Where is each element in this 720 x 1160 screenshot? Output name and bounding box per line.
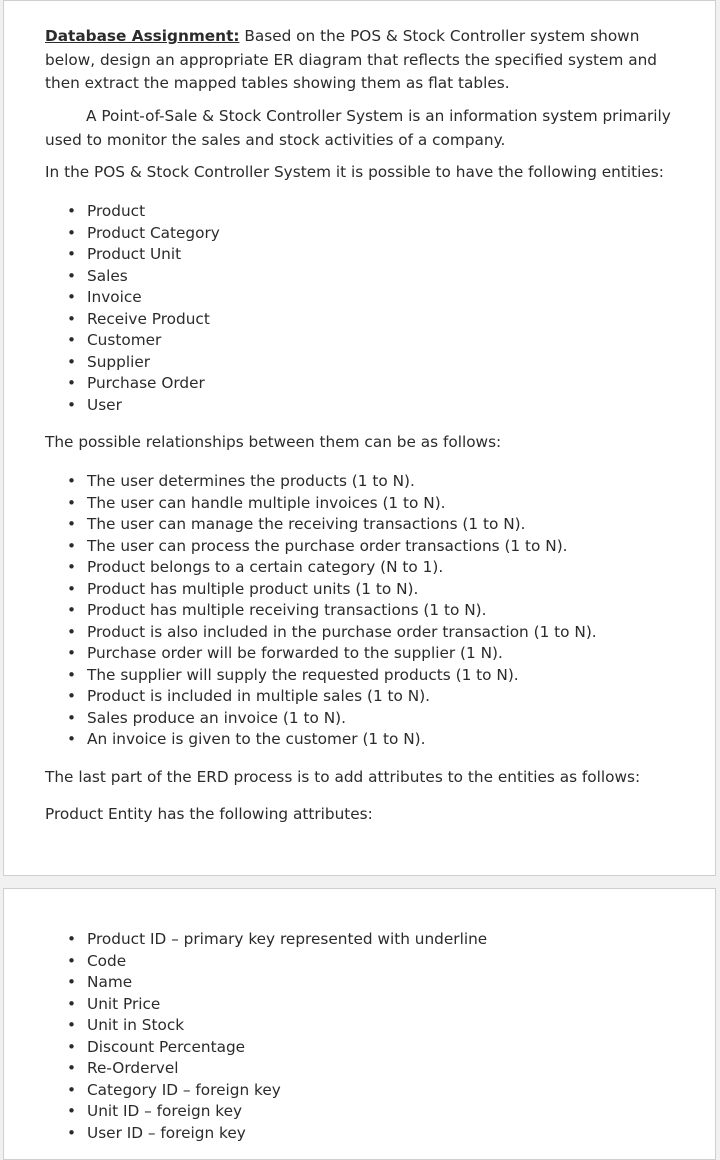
product-attributes-intro: Product Entity has the following attributes: (45, 805, 373, 823)
bullet-icon: • (67, 288, 77, 306)
list-item-text: Supplier (87, 352, 151, 371)
bullet-icon: • (67, 266, 77, 285)
bullet-icon: • (67, 202, 77, 220)
list-item-text: Receive Product (87, 309, 210, 328)
bullet-icon: • (67, 1016, 77, 1034)
list-item-text: Code (87, 951, 127, 970)
bullet-icon: • (67, 708, 77, 727)
entities-intro: In the POS & Stock Controller System it is possible to have the following entities: (45, 163, 664, 181)
bullet-icon: • (67, 536, 77, 555)
bullet-icon: • (67, 515, 77, 533)
attributes-card (3, 888, 716, 1160)
bullet-icon: • (67, 493, 77, 512)
list-item (45, 665, 597, 687)
bullet-icon: • (67, 395, 77, 414)
intro-paragraph (45, 25, 685, 96)
list-item-text: Category ID – foreign key (87, 1080, 281, 1099)
list-item (45, 729, 597, 751)
list-item (45, 309, 220, 331)
list-item-text: Product Category (87, 223, 220, 242)
list-item (45, 579, 597, 601)
list-item-text: Product has multiple product units (1 to N). (87, 579, 419, 598)
list-item-text: User ID – foreign key (87, 1123, 246, 1142)
list-item-text: Product is also included in the purchase order transaction (1 to N). (87, 622, 597, 641)
bullet-icon: • (67, 730, 77, 748)
list-item (45, 244, 220, 266)
list-item-text: An invoice is given to the customer (1 to N). (87, 730, 426, 748)
relationships-intro: The possible relationships between them can be as follows: (45, 433, 502, 451)
description-paragraph: A Point-of-Sale & Stock Controller System is an information system primarily used to monitor the sales and stock activities of a company. (45, 107, 671, 149)
bullet-icon: • (67, 352, 77, 371)
list-item-text: Purchase Order (87, 374, 205, 392)
bullet-icon: • (67, 579, 77, 598)
list-item-text: The user can manage the receiving transactions (1 to N). (87, 515, 526, 533)
list-item-text: The user can process the purchase order transactions (1 to N). (87, 536, 568, 555)
bullet-icon: • (67, 601, 77, 619)
list-item-text: The user determines the products (1 to N). (87, 472, 415, 490)
list-item-text: Name (87, 973, 133, 991)
bullet-icon: • (67, 1102, 77, 1120)
list-item-text: Product is included in multiple sales (1 to N). (87, 687, 431, 705)
list-item (45, 951, 487, 973)
list-item-text: Customer (87, 331, 162, 349)
list-item (45, 352, 220, 374)
list-item-text: Unit in Stock (87, 1016, 185, 1034)
list-item (45, 600, 597, 622)
relationships-list (45, 471, 597, 751)
list-item (45, 395, 220, 417)
bullet-icon: • (67, 930, 77, 948)
list-item (45, 994, 487, 1016)
attributes-intro: The last part of the ERD process is to add attributes to the entities as follows: (45, 768, 641, 786)
list-item (45, 266, 220, 288)
list-item (45, 493, 597, 515)
product-attributes-list (45, 929, 487, 1144)
list-item-text: Purchase order will be forwarded to the supplier (1 N). (87, 644, 503, 662)
list-item (45, 1123, 487, 1145)
bullet-icon: • (67, 331, 77, 349)
list-item (45, 201, 220, 223)
bullet-icon: • (67, 973, 77, 991)
bullet-icon: • (67, 374, 77, 392)
list-item (45, 471, 597, 493)
list-item-text: Re-Ordervel (87, 1059, 179, 1077)
list-item-text: Invoice (87, 288, 142, 306)
bullet-icon: • (67, 223, 77, 242)
bullet-icon: • (67, 1059, 77, 1077)
list-item (45, 330, 220, 352)
list-item-text: Unit Price (87, 994, 161, 1013)
list-item (45, 536, 597, 558)
list-item-text: Product ID – primary key represented with underline (87, 930, 488, 948)
list-item (45, 373, 220, 395)
list-item-text: Unit ID – foreign key (87, 1102, 243, 1120)
list-item-text: User (87, 395, 122, 414)
list-item-text: Sales produce an invoice (1 to N). (87, 708, 346, 727)
list-item-text: The user can handle multiple invoices (1 to N). (87, 493, 446, 512)
bullet-icon: • (67, 644, 77, 662)
list-item (45, 929, 487, 951)
bullet-icon: • (67, 558, 77, 576)
intro-text: Based on the POS & Stock Controller system shown below, design an appropriate ER diagram that reflects the specified system and then extract the mapped tables showing them as flat tables. (45, 27, 657, 92)
list-item-text: Product (87, 202, 146, 220)
bullet-icon: • (67, 1037, 77, 1056)
bullet-icon: • (67, 951, 77, 970)
bullet-icon: • (67, 245, 77, 263)
list-item-text: Product belongs to a certain category (N to 1). (87, 558, 444, 576)
bullet-icon: • (67, 472, 77, 490)
list-item (45, 287, 220, 309)
bullet-icon: • (67, 622, 77, 641)
list-item (45, 1101, 487, 1123)
list-item (45, 223, 220, 245)
bullet-icon: • (67, 687, 77, 705)
list-item-text: Product has multiple receiving transactions (1 to N). (87, 601, 487, 619)
list-item (45, 557, 597, 579)
list-item (45, 1037, 487, 1059)
list-item (45, 622, 597, 644)
list-item-text: Sales (87, 266, 128, 285)
list-item (45, 1015, 487, 1037)
list-item (45, 686, 597, 708)
list-item (45, 972, 487, 994)
list-item-text: Product Unit (87, 245, 182, 263)
bullet-icon: • (67, 1123, 77, 1142)
list-item (45, 643, 597, 665)
bullet-icon: • (67, 665, 77, 684)
list-item-text: The supplier will supply the requested products (1 to N). (87, 665, 519, 684)
bullet-icon: • (67, 994, 77, 1013)
list-item (45, 1058, 487, 1080)
list-item (45, 1080, 487, 1102)
list-item-text: Discount Percentage (87, 1037, 246, 1056)
entities-list (45, 201, 220, 416)
assignment-card (3, 0, 716, 876)
list-item (45, 514, 597, 536)
list-item (45, 708, 597, 730)
bullet-icon: • (67, 309, 77, 328)
assignment-heading: Database Assignment: (45, 27, 240, 45)
bullet-icon: • (67, 1080, 77, 1099)
